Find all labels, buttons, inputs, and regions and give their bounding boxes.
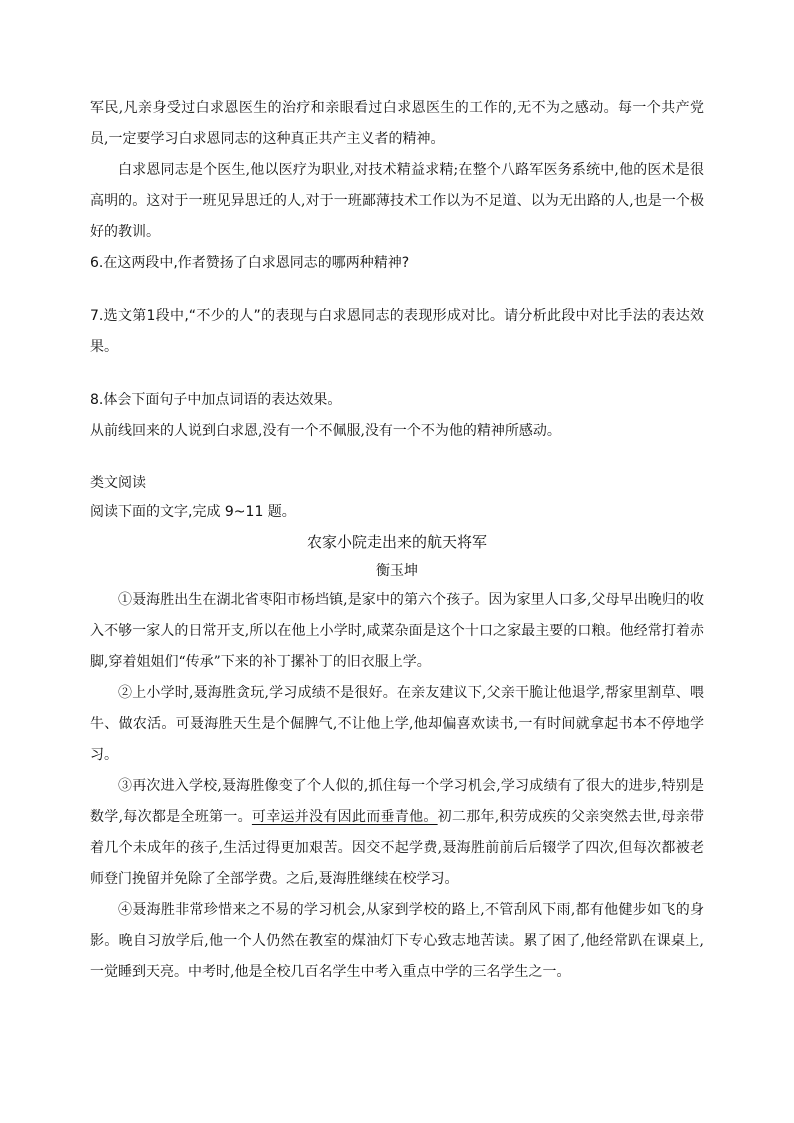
- article-paragraph-2: ②上小学时,聂海胜贪玩,学习成绩不是很好。在亲友建议下,父亲干脆让他退学,帮家里割草、喂牛、做农活。可聂海胜天生是个倔脾气,不让他上学,他却偏喜欢读书,一有时间就拿起书本不停地学习。: [90, 685, 704, 763]
- answer-space: [90, 363, 704, 385]
- section-instruction: 阅读下面的文字,完成 9~11 题。: [90, 504, 296, 520]
- article-title: 农家小院走出来的航天将军: [306, 533, 487, 551]
- question-8: 8.体会下面句子中加点词语的表达效果。: [90, 392, 342, 408]
- question-8-sentence: 从前线回来的人说到白求恩,没有一个不佩服,没有一个不为他的精神所感动。: [90, 423, 561, 439]
- question-7: 7.选文第1段中,“不少的人”的表现与白求恩同志的表现形成对比。请分析此段中对比手法的表达效果。: [90, 308, 704, 355]
- article-paragraph-3: [90, 771, 704, 895]
- question-6: 6.在这两段中,作者赞扬了白求恩同志的哪两种精神?: [90, 255, 410, 271]
- article-author: 衡玉坤: [376, 563, 418, 579]
- paragraph-text: 初二那年,积劳成疾的父亲突然去世,母亲带着几个未成年的孩子,生活过得更加艰苦。因交不起学费,聂海胜前前后后辍学了四次,但每次都被老师登门挽留并免除了全部学费。之后,聂海胜继续在校学习。: [90, 809, 704, 887]
- article-paragraph-1: ①聂海胜出生在湖北省枣阳市杨垱镇,是家中的第六个孩子。因为家里人口多,父母早出晚归的收入不够一家人的日常开支,所以在他上小学时,咸菜杂面是这个十口之家最主要的口粮。他经常打着赤脚,穿着姐姐们“传承”下来的补丁摞补丁的旧衣服上学。: [90, 592, 704, 670]
- document-page: [90, 93, 704, 988]
- answer-space: [90, 447, 704, 469]
- article-paragraph-4: ④聂海胜非常珍惜来之不易的学习机会,从家到学校的路上,不管刮风下雨,都有他健步如飞的身影。晚自习放学后,他一个人仍然在教室的煤油灯下专心致志地苦读。累了困了,他经常趴在课桌上,一觉睡到天亮。中考时,他是全校几百名学生中考入重点中学的三名学生之一。: [90, 902, 704, 980]
- underlined-sentence: 可幸运并没有因此而垂青他。: [251, 809, 438, 825]
- passage-paragraph: 白求恩同志是个医生,他以医疗为职业,对技术精益求精;在整个八路军医务系统中,他的医术是很高明的。这对于一班见异思迁的人,对于一班鄙薄技术工作以为不足道、以为无出路的人,也是一个极好的教训。: [90, 162, 704, 240]
- paragraph-text: ③再次进入学校,聂海胜像变了个人似的,抓住每一个学习机会,学习成绩有了很大的进步,特别是数学,每次都是全班第一。: [90, 778, 704, 825]
- answer-space: [90, 279, 704, 301]
- passage-paragraph: 军民,凡亲身受过白求恩医生的治疗和亲眼看过白求恩医生的工作的,无不为之感动。每一个共产党员,一定要学习白求恩同志的这种真正共产主义者的精神。: [90, 100, 704, 147]
- section-heading: 类文阅读: [90, 475, 146, 491]
